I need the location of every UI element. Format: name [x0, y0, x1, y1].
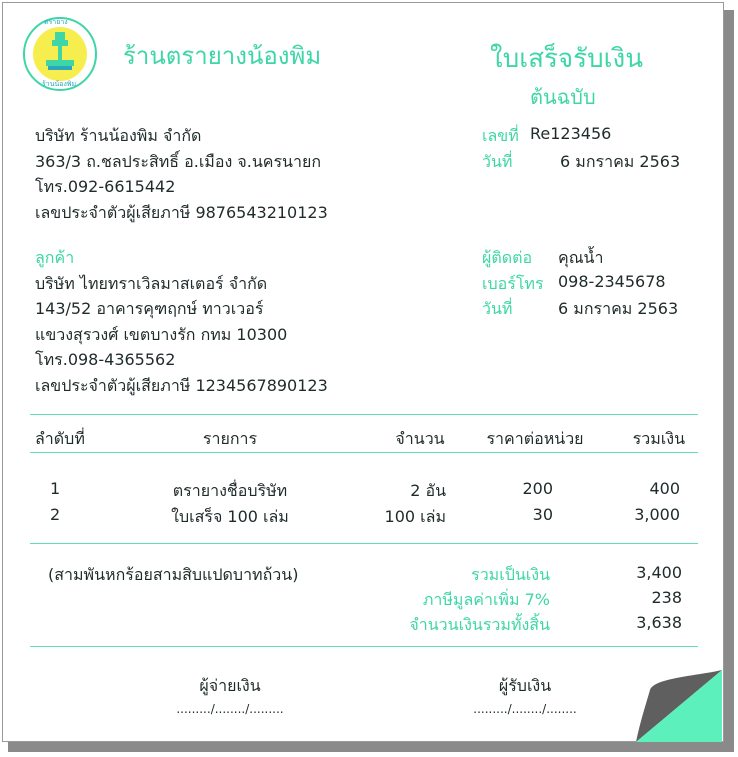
subtotal-value: 3,400: [636, 563, 682, 582]
doc-date-value: 6 มกราคม 2563: [560, 152, 681, 171]
contact-phone-value: 098-2345678: [558, 272, 666, 291]
customer-heading: ลูกค้า: [35, 248, 75, 267]
table-row-1-amount: 400: [649, 479, 680, 498]
signature-rule: [30, 646, 698, 647]
shop-name: ร้านตรายางน้องพิม: [123, 42, 322, 70]
customer-tax-id: เลขประจำตัวผู้เสียภาษี 1234567890123: [35, 376, 328, 395]
logo-top-text: ตรายาง: [44, 18, 68, 26]
receiver-label: ผู้รับเงิน: [498, 676, 552, 695]
customer-address-1: 143/52 อาคารคุฑฤกษ์ ทาวเวอร์: [35, 299, 264, 318]
table-row-2-no: 2: [50, 505, 61, 524]
doc-number-label: เลขที่: [482, 126, 519, 145]
table-top-rule: [30, 414, 698, 415]
col-header-item: รายการ: [202, 429, 258, 448]
customer-address-2: แขวงสุรวงศ์ เขตบางรัก กทม 10300: [35, 325, 288, 344]
contact-phone-label: เบอร์โทร: [482, 274, 544, 293]
receiver-date-line: ........./......../........: [473, 702, 577, 716]
col-header-unit-price: ราคาต่อหน่วย: [486, 429, 584, 448]
document-title: ใบเสร็จรับเงิน: [490, 44, 643, 74]
col-header-qty: จำนวน: [395, 429, 445, 448]
contact-label: ผู้ติดต่อ: [482, 248, 533, 267]
summary-rule: [30, 543, 698, 544]
col-header-no: ลำดับที่: [35, 429, 85, 448]
table-row-2-qty: 100 เล่ม: [384, 507, 446, 526]
page-curl-icon: [636, 670, 722, 742]
doc-date-label: วันที่: [482, 152, 513, 171]
col-header-amount: รวมเงิน: [632, 429, 685, 448]
contact-value: คุณน้ำ: [558, 248, 604, 267]
logo-bottom-text: ร้านน้องพิม: [42, 80, 77, 88]
table-row-1-item: ตรายางชื่อบริษัท: [172, 481, 288, 500]
customer-phone: โทร.098-4365562: [35, 350, 176, 369]
vat-label: ภาษีมูลค่าเพิ่ม 7%: [422, 590, 550, 609]
table-row-2-item: ใบเสร็จ 100 เล่ม: [171, 507, 289, 526]
payer-date-line: ........./......../.........: [176, 702, 284, 716]
payer-label: ผู้จ่ายเงิน: [199, 676, 261, 695]
table-row-1-no: 1: [50, 479, 61, 498]
subtotal-label: รวมเป็นเงิน: [471, 565, 550, 584]
vat-value: 238: [651, 588, 682, 607]
doc-number-value: Re123456: [530, 124, 612, 143]
copy-label: ต้นฉบับ: [530, 85, 596, 109]
seller-tax-id: เลขประจำตัวผู้เสียภาษี 9876543210123: [35, 203, 328, 222]
seller-name: บริษัท ร้านน้องพิม จำกัด: [35, 126, 202, 145]
amount-in-words: (สามพันหกร้อยสามสิบแปดบาทถ้วน): [48, 565, 299, 584]
contact-date-label: วันที่: [482, 299, 513, 318]
table-row-1-unit-price: 200: [522, 479, 553, 498]
total-label: จำนวนเงินรวมทั้งสิ้น: [409, 615, 550, 634]
seller-phone: โทร.092-6615442: [35, 177, 176, 196]
seller-address: 363/3 ถ.ชลประสิทธิ์ อ.เมือง จ.นครนายก: [35, 152, 322, 171]
total-value: 3,638: [636, 613, 682, 632]
table-row-2-amount: 3,000: [634, 505, 680, 524]
table-row-1-qty: 2 อัน: [410, 481, 446, 500]
table-header-rule: [30, 452, 698, 453]
contact-date-value: 6 มกราคม 2563: [558, 299, 679, 318]
customer-name: บริษัท ไทยทราเวิลมาสเตอร์ จำกัด: [35, 274, 268, 293]
table-row-2-unit-price: 30: [532, 505, 553, 524]
